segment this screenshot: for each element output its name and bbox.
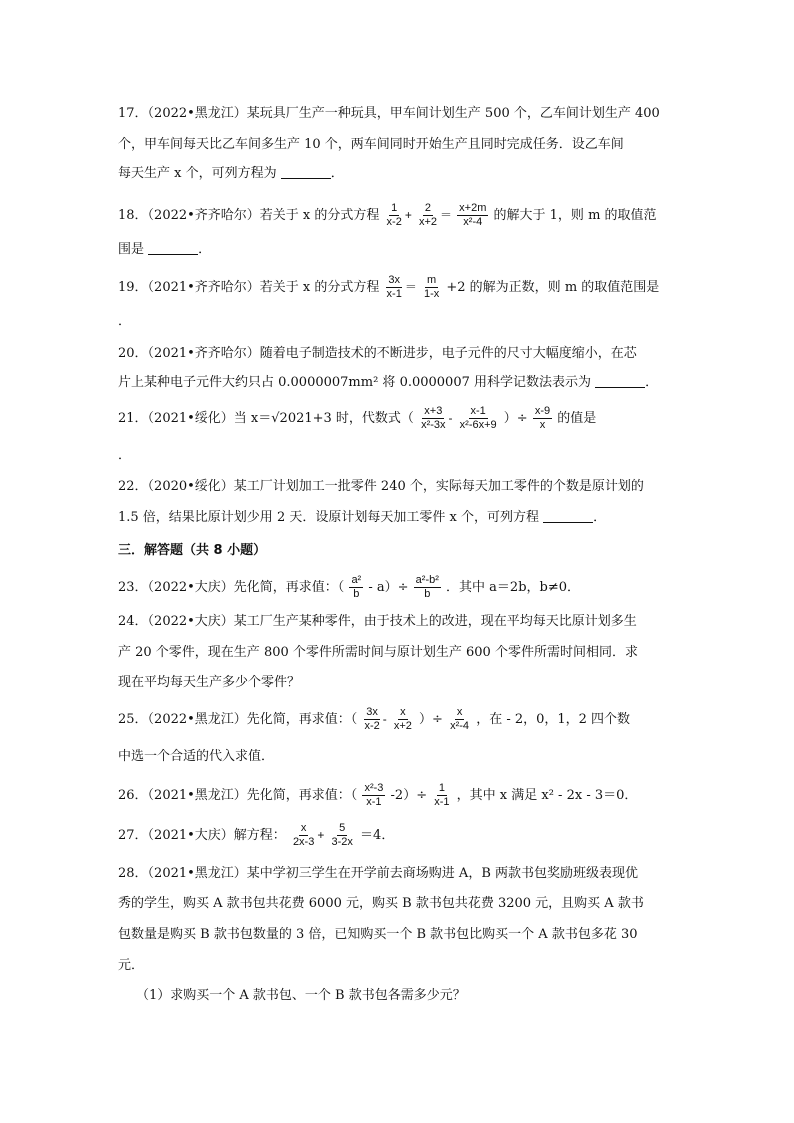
fraction: $\frac{x}{x+2}$ xyxy=(393,706,412,732)
problem-18-suffix: 的解大于 1，则 m 的取值范 xyxy=(493,208,657,223)
fraction: $\frac{2}{x+2}$ xyxy=(418,202,438,228)
problem-28-line-4: 元． xyxy=(118,958,145,973)
section-heading: 三．解答题（共 8 小题） xyxy=(118,543,267,558)
fraction: $\frac{3x}{x-2}$ xyxy=(364,706,380,732)
answer-blank xyxy=(595,374,645,388)
fraction: $\frac{x+3}{\text{x²-3x}}$ xyxy=(421,405,446,431)
answer-blank xyxy=(543,509,593,523)
fraction: $\frac{5}{3-2x}$ xyxy=(331,822,353,848)
problem-17-line-3: 每天生产 x 个，可列方程为 ． xyxy=(118,166,344,181)
problem-28-line-2: 秀的学生，购买 A 款书包共花费 6000 元，购买 B 款书包共花费 3200 元，且购买 A 款书 xyxy=(118,896,644,911)
problem-18-prefix: 18．（2022•齐齐哈尔）若关于 x 的分式方程 xyxy=(118,208,380,223)
fraction: $\frac{x-9}{x}$ xyxy=(534,405,551,431)
problem-17-line-1: 17．（2022•黑龙江）某玩具厂生产一种玩具，甲车间计划生产 500 个，乙车间计划生产 400 xyxy=(118,106,660,121)
fraction: $\frac{\text{a²}}{b}$ xyxy=(351,574,362,600)
fraction: $\frac{\text{a²-b²}}{b}$ xyxy=(415,574,439,600)
problem-20-line-2: 片上某种电子元件大约只占 0.0000007mm² 将 0.0000007 用科学记数法表示为 ． xyxy=(118,375,659,390)
fraction: $\frac{x+2m}{\text{x²-4}}$ xyxy=(459,202,487,228)
answer-blank xyxy=(148,241,198,255)
problem-25-line-2: 中选一个合适的代入求值． xyxy=(118,749,275,764)
problem-23-line-1: 23．（2022•大庆）先化简，再求值：（ $\frac{\text{a²}}{b}$ - a）÷ $\frac{\text{a²-b²}}{b}$ ．其中 a＝2b，b≠0． xyxy=(118,574,581,600)
fraction: $\frac{3x}{x-1}$ xyxy=(386,274,402,300)
answer-blank xyxy=(281,165,331,179)
fraction: $\frac{1}{x-1}$ xyxy=(434,782,450,808)
problem-26-line-1: 26．（2021•黑龙江）先化简，再求值：（ $\frac{\text{x²-3}}{x-1}$ -2）÷ $\frac{1}{x-1}$ ，其中 x 满足 x² - 2x - 3＝0． xyxy=(118,782,638,808)
problem-24-line-3: 现在平均每天生产多少个零件？ xyxy=(118,675,301,690)
problem-19-line-1: 19．（2021•齐齐哈尔）若关于 x 的分式方程 $\frac{3x}{x-1}$ ＝ $\frac{m}{1-x}$ +2 的解为正数，则 m 的取值范围是 xyxy=(118,274,660,300)
fraction: $\frac{1}{x-2}$ xyxy=(386,202,402,228)
problem-25-line-1: 25．（2022•黑龙江）先化简，再求值：（ $\frac{3x}{x-2}$ - $\frac{x}{x+2}$ ）÷ $\frac{x}{\text{x²-4}}$ ，在 - 2，0，1，2 四个数 xyxy=(118,706,631,732)
problem-28-subquestion-1: （1）求购买一个 A 款书包、一个 B 款书包各需多少元？ xyxy=(136,988,466,1003)
problem-19-line-2: ． xyxy=(118,314,132,329)
problem-22-line-2: 1.5 倍，结果比原计划少用 2 天．设原计划每天加工零件 x 个，可列方程 ． xyxy=(118,510,607,525)
problem-24-line-1: 24．（2022•大庆）某工厂生产某种零件，由于技术上的改进，现在平均每天比原计划多生 xyxy=(118,614,637,629)
problem-27-line-1: 27．（2021•大庆）解方程： $\frac{x}{2x-3}$ + $\frac{5}{3-2x}$ ＝4． xyxy=(118,822,395,848)
problem-22-line-1: 22．（2020•绥化）某工厂计划加工一批零件 240 个，实际每天加工零件的个数是原计划的 xyxy=(118,479,644,494)
fraction: $\frac{x}{2x-3}$ xyxy=(292,822,315,848)
problem-17-line-2: 个，甲车间每天比乙车间多生产 10 个，两车间同时开始生产且同时完成任务．设乙车间 xyxy=(118,137,624,152)
problem-21-line-1: 21．（2021•绥化）当 x＝√2021+3 时，代数式（ $\frac{x+3}{\text{x²-3x}}$ - $\frac{x-1}{\text{x²-6x+9}}$ ）÷ $\frac{x-9}{x}$ 的值是 xyxy=(118,405,597,431)
problem-28-line-1: 28．（2021•黑龙江）某中学初三学生在开学前去商场购进 A，B 两款书包奖励班级表现优 xyxy=(118,866,639,881)
problem-18-line-2: 围是 ． xyxy=(118,242,212,257)
fraction: $\frac{m}{1-x}$ xyxy=(423,274,440,300)
problem-17-text: 每天生产 x 个，可列方程为 xyxy=(118,166,277,181)
problem-28-line-3: 包数量是购买 B 款书包数量的 3 倍，已知购买一个 B 款书包比购买一个 A 款书包多花 30 xyxy=(118,927,638,942)
fraction: $\frac{x-1}{\text{x²-6x+9}}$ xyxy=(459,405,497,431)
problem-21-line-2: ． xyxy=(118,448,132,463)
problem-20-line-1: 20．（2021•齐齐哈尔）随着电子制造技术的不断进步，电子元件的尺寸大幅度缩小，在芯 xyxy=(118,346,637,361)
fraction: $\frac{x}{\text{x²-4}}$ xyxy=(450,706,470,732)
problem-18-line-1: 18．（2022•齐齐哈尔）若关于 x 的分式方程 $\frac{1}{x-2}$ + $\frac{2}{x+2}$ ＝ $\frac{x+2m}{\text{x²-4}}$ 的解大于 1，则 m 的取值范 xyxy=(118,202,657,228)
fraction: $\frac{\text{x²-3}}{x-1}$ xyxy=(364,782,384,808)
problem-24-line-2: 产 20 个零件，现在生产 800 个零件所需时间与原计划生产 600 个零件所需时间相同．求 xyxy=(118,645,638,660)
